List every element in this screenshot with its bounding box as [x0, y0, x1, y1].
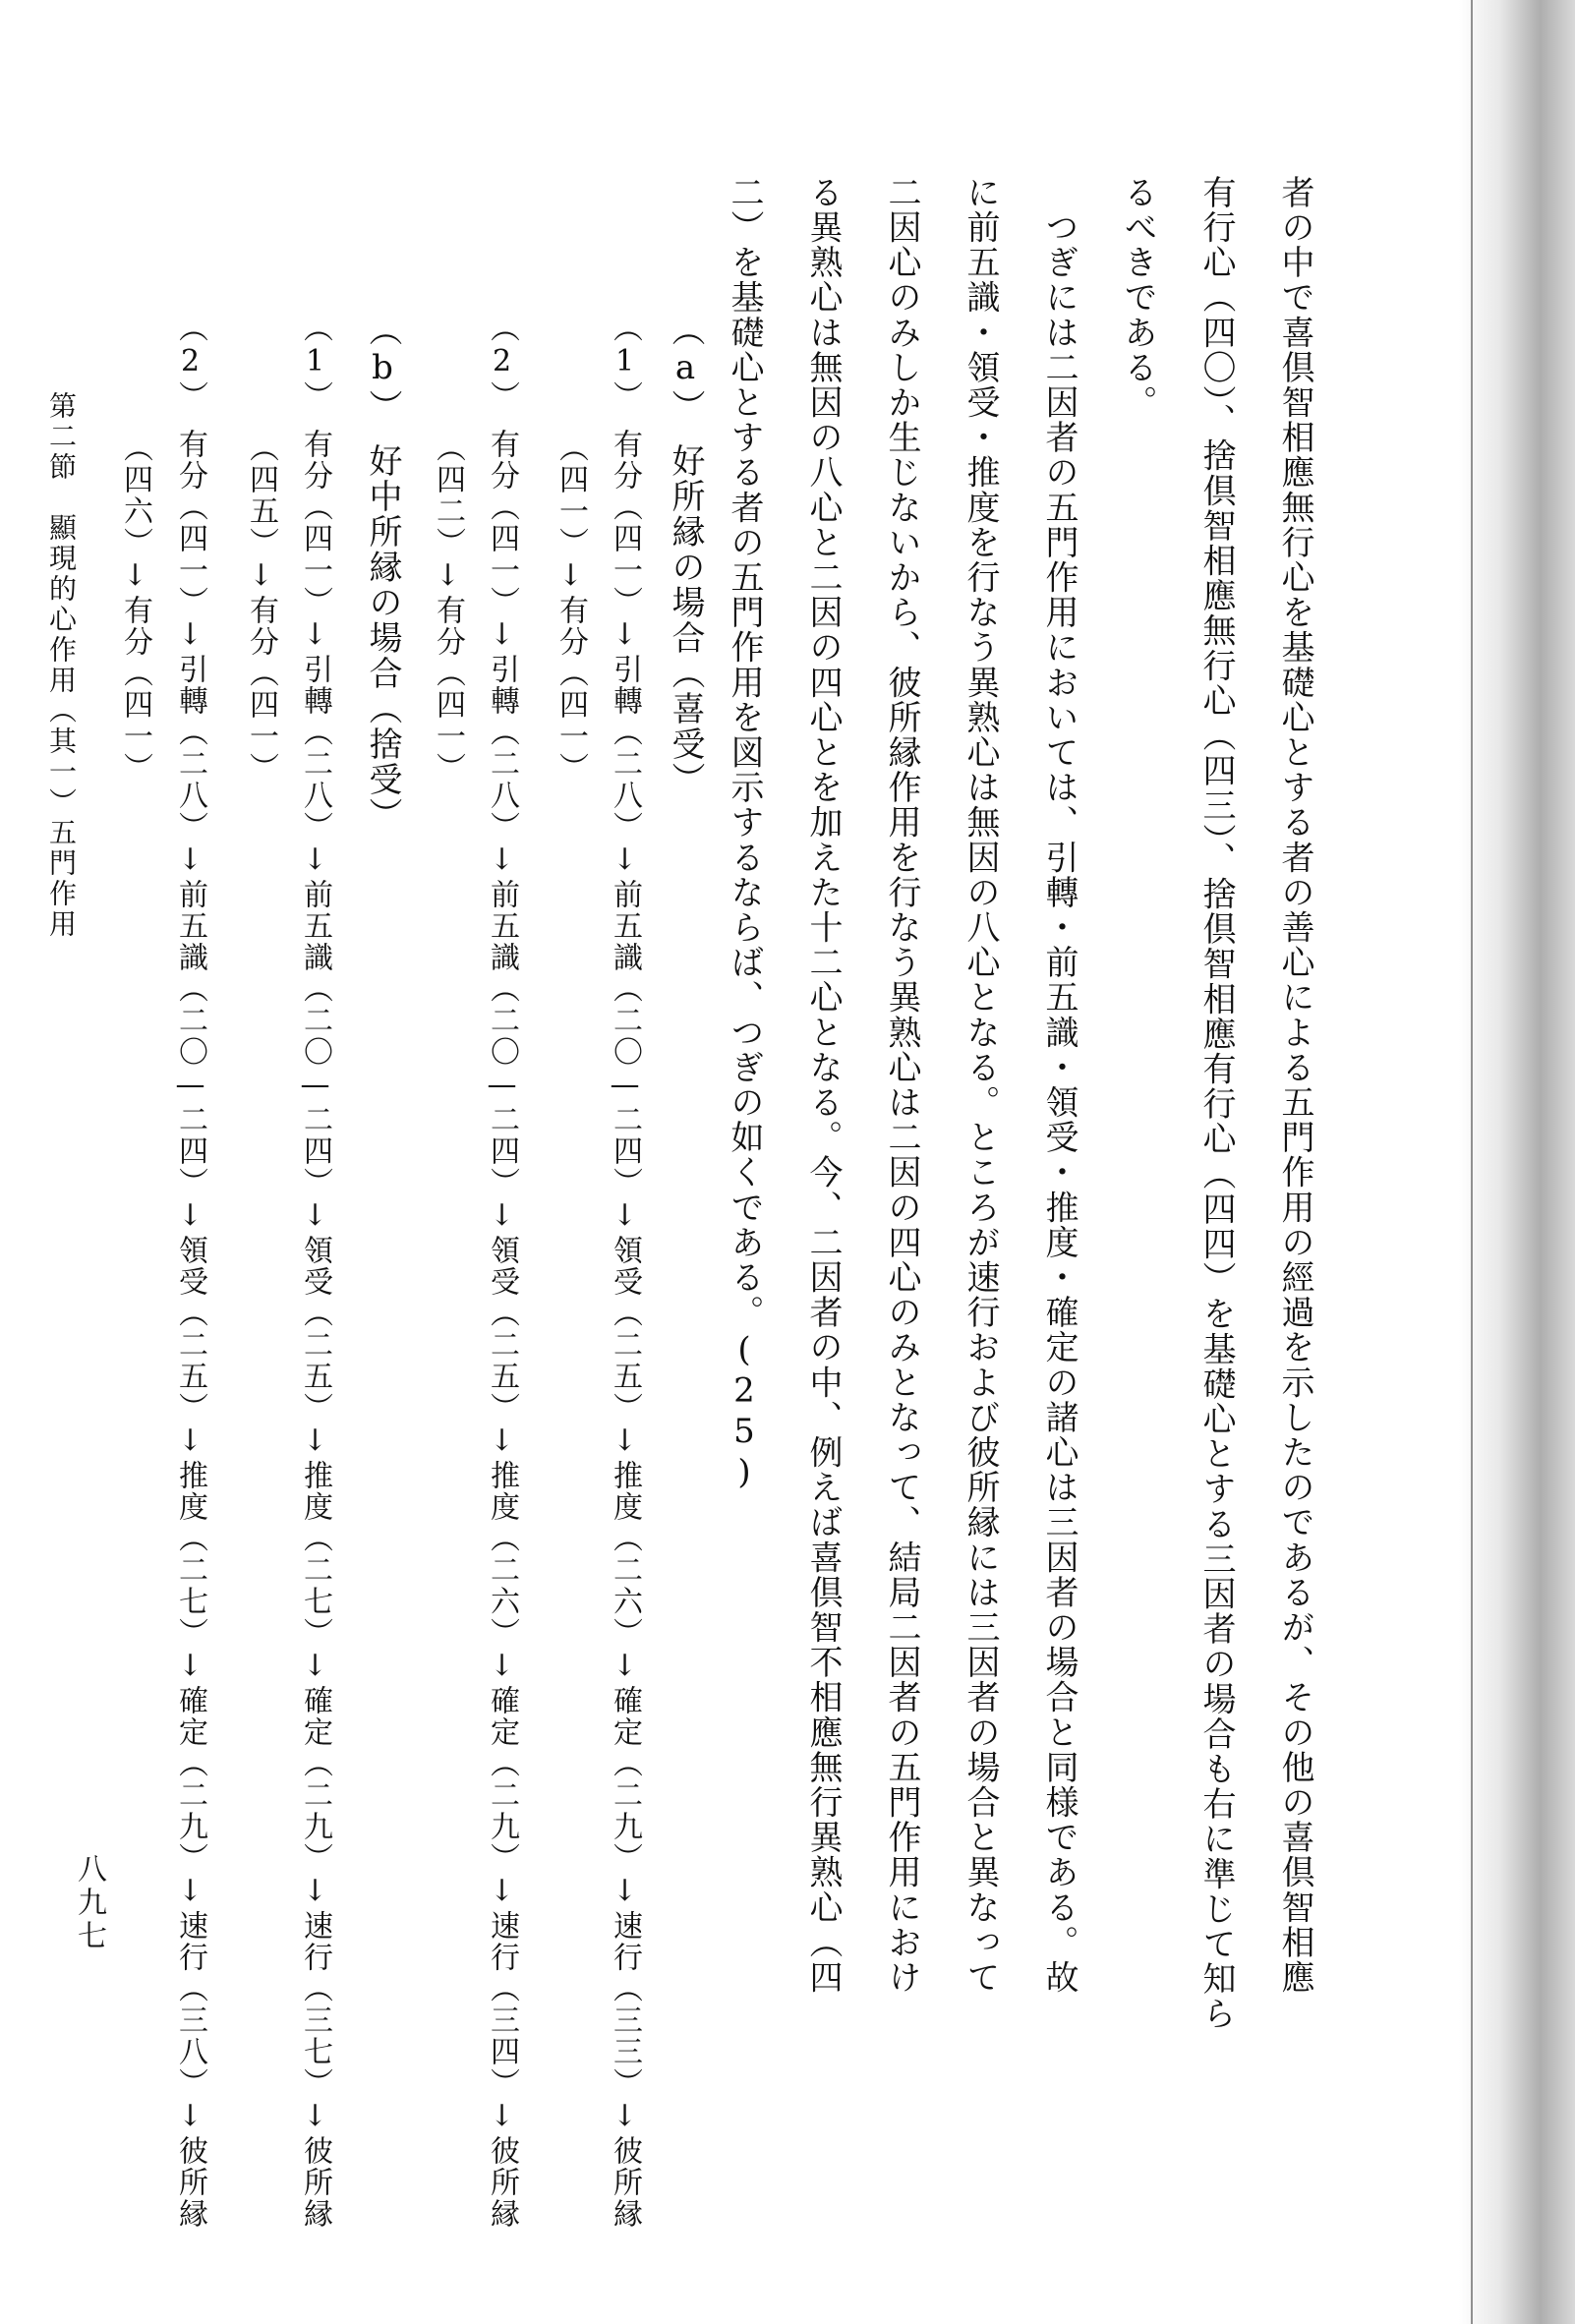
- section-b-line-1: （1） 有分（四一）↓引轉（二八）↓前五識（二〇—二四）↓領受（二五）↓推度（二七）↓確定（二九）↓速行（三七）↓彼所縁: [298, 313, 332, 2230]
- page-number: 八九七: [72, 1853, 106, 1953]
- body-line-7: る異熟心は無因の八心と二因の四心とを加えた十二心となる。今、二因者の中、例えば喜倶智不相應無行異熟心（四: [803, 175, 843, 1996]
- body-line-3: るべきである。: [1118, 175, 1157, 421]
- body-line-2: 有行心（四〇）、捨倶智相應無行心（四三）、捨倶智相應有行心（四四）を基礎心とする三因者の場合も右に準じて知ら: [1196, 175, 1236, 2032]
- body-line-6: 二因心のみしか生じないから、彼所縁作用を行なう異熟心は二因の四心のみとなって、結局二因者の五門作用におけ: [882, 175, 921, 1996]
- body-line-5: に前五識・領受・推度を行なう異熟心は無因の八心となる。ところが速行および彼所縁には三因者の場合と異なって: [961, 175, 1000, 1996]
- section-a-line-2: （2） 有分（四一）↓引轉（二八）↓前五識（二〇—二四）↓領受（二五）↓推度（二六）↓確定（二九）↓速行（三四）↓彼所縁: [485, 313, 519, 2230]
- section-a-line-1-cont: （四一）↓有分（四一）: [554, 433, 588, 784]
- body-line-4: つぎには二因者の五門作用においては、引轉・前五識・領受・推度・確定の諸心は三因者の場合と同様である。故: [1039, 175, 1079, 1996]
- section-b-line-1-cont: （四五）↓有分（四一）: [244, 433, 278, 784]
- body-line-8: 二）を基礎心とする者の五門作用を図示するならば、つぎの如くである。(25): [725, 175, 764, 1494]
- section-b-line-2: （2） 有分（四一）↓引轉（二八）↓前五識（二〇—二四）↓領受（二五）↓推度（二七）↓確定（二九）↓速行（三八）↓彼所縁: [173, 313, 207, 2230]
- running-footer: 第二節 顯現的心作用（其一）五門作用: [45, 391, 78, 940]
- section-a-line-1: （1） 有分（四一）↓引轉（二八）↓前五識（二〇—二四）↓領受（二五）↓推度（二六）↓確定（二九）↓速行（三三）↓彼所縁: [608, 313, 642, 2230]
- section-b-line-2-cont: （四六）↓有分（四一）: [118, 433, 152, 784]
- scan-shadow-edge: [1459, 0, 1575, 2324]
- section-a-heading: （a） 好所縁の場合（喜受）: [666, 313, 705, 797]
- section-a-line-2-cont: （四二）↓有分（四一）: [431, 433, 465, 784]
- section-b-heading: （b） 好中所縁の場合（捨受）: [363, 313, 402, 833]
- body-line-1: 者の中で喜倶智相應無行心を基礎心とする者の善心による五門作用の經過を示したのであるが、その他の喜倶智相應: [1275, 175, 1314, 1996]
- page-edge-line: [1471, 0, 1473, 2324]
